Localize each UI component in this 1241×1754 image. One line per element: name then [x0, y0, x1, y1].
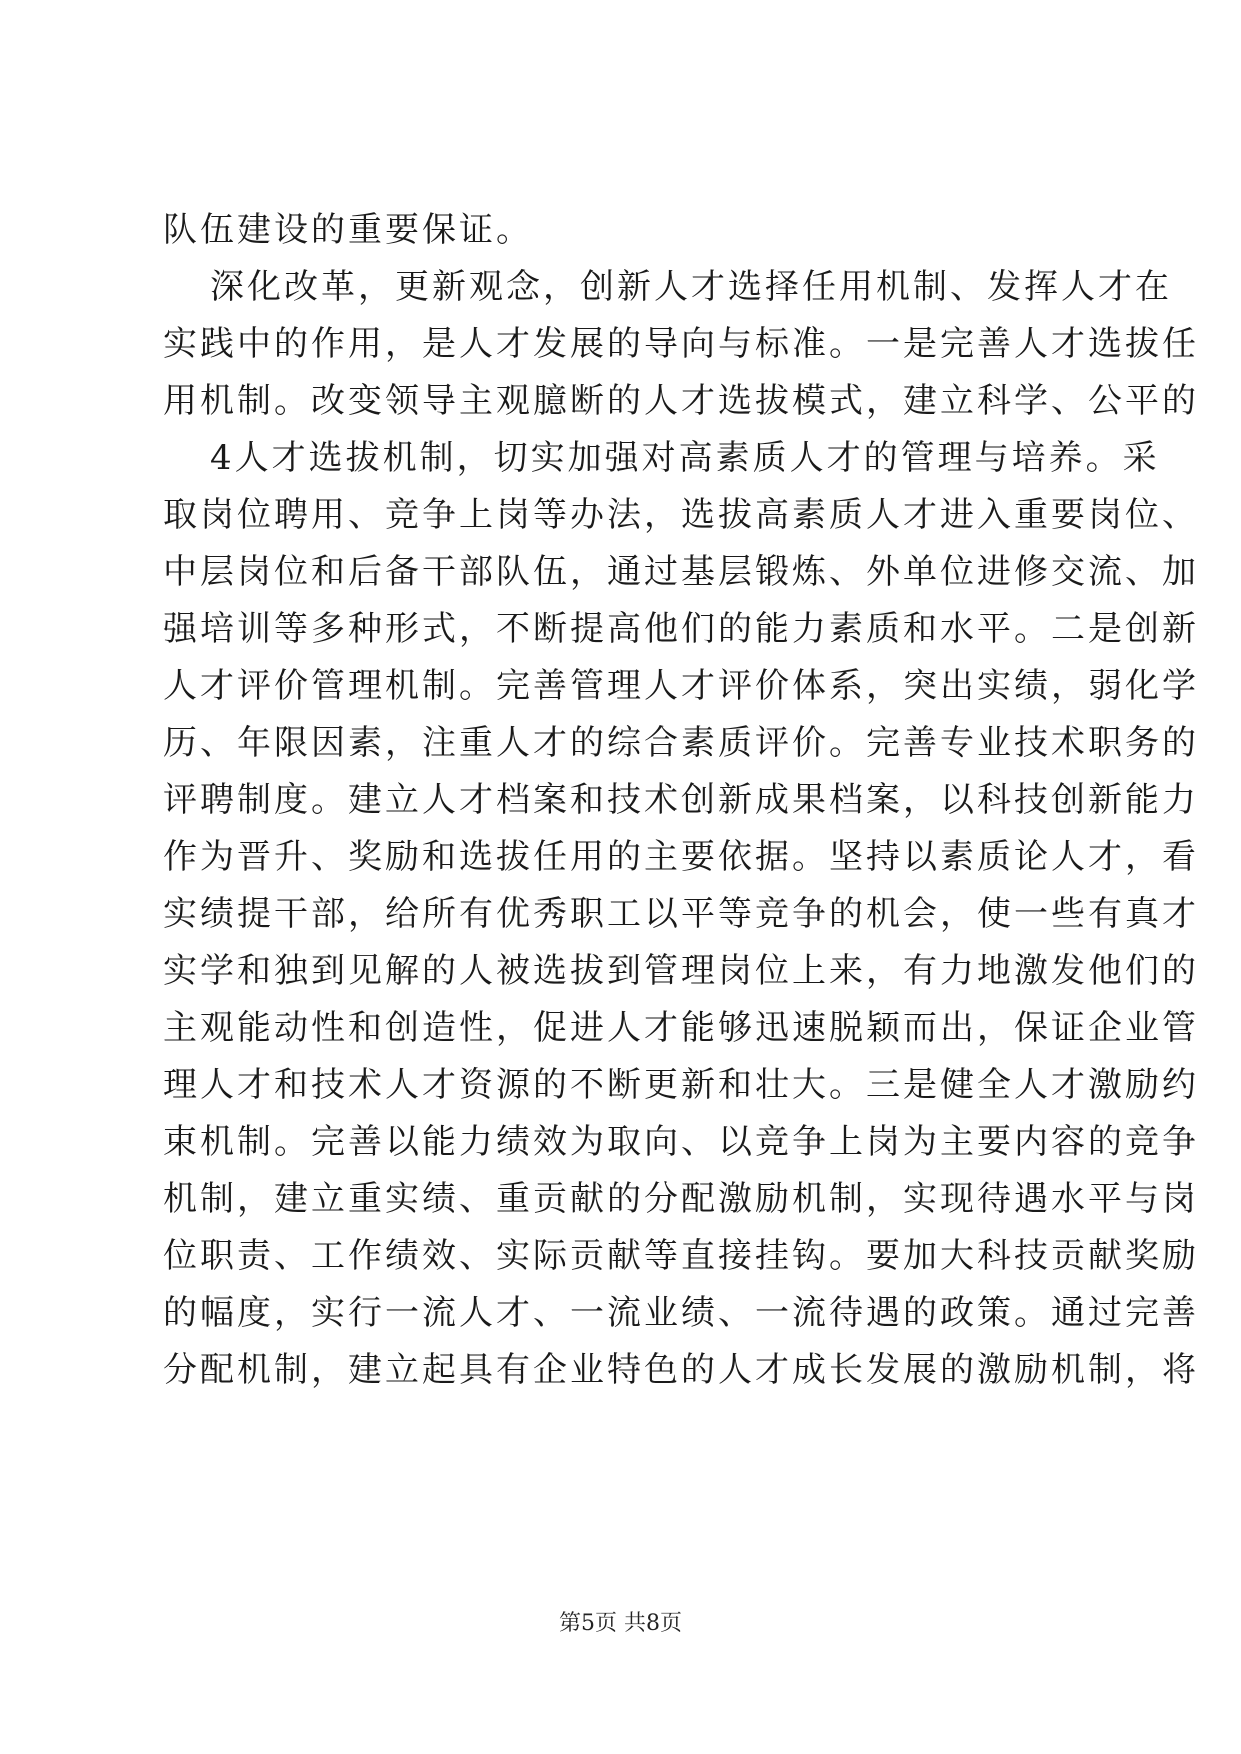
text-line: 历、年限因素，注重人才的综合素质评价。完善专业技术职务的	[163, 723, 1199, 763]
text-line: 人才评价管理机制。完善管理人才评价体系，突出实绩，弱化学	[163, 666, 1199, 706]
text-line: 强培训等多种形式，不断提高他们的能力素质和水平。二是创新	[163, 609, 1199, 649]
text-line: 深化改革，更新观念，创新人才选择任用机制、发挥人才在	[210, 267, 1172, 307]
text-line: 的幅度，实行一流人才、一流业绩、一流待遇的政策。通过完善	[163, 1293, 1199, 1333]
text-line: 主观能动性和创造性，促进人才能够迅速脱颖而出，保证企业管	[163, 1008, 1199, 1048]
text-line: 理人才和技术人才资源的不断更新和壮大。三是健全人才激励约	[163, 1065, 1199, 1105]
text-line: 分配机制，建立起具有企业特色的人才成长发展的激励机制，将	[163, 1350, 1199, 1390]
text-line: 评聘制度。建立人才档案和技术创新成果档案，以科技创新能力	[163, 780, 1199, 820]
text-line: 实学和独到见解的人被选拔到管理岗位上来，有力地激发他们的	[163, 951, 1199, 991]
text-line: 实践中的作用，是人才发展的导向与标准。一是完善人才选拔任	[163, 324, 1199, 364]
text-line: 取岗位聘用、竞争上岗等办法，选拔高素质人才进入重要岗位、	[163, 495, 1199, 535]
text-line: 4人才选拔机制，切实加强对高素质人才的管理与培养。采	[210, 438, 1160, 478]
page-number-footer: 第5页 共8页	[559, 1611, 682, 1636]
text-line: 束机制。完善以能力绩效为取向、以竞争上岗为主要内容的竞争	[163, 1122, 1199, 1162]
text-line: 用机制。改变领导主观臆断的人才选拔模式，建立科学、公平的	[163, 381, 1199, 421]
text-line: 队伍建设的重要保证。	[163, 210, 533, 250]
text-line: 实绩提干部，给所有优秀职工以平等竞争的机会，使一些有真才	[163, 894, 1199, 934]
text-line: 中层岗位和后备干部队伍，通过基层锻炼、外单位进修交流、加	[163, 552, 1199, 592]
text-line: 机制，建立重实绩、重贡献的分配激励机制，实现待遇水平与岗	[163, 1179, 1199, 1219]
text-line: 作为晋升、奖励和选拔任用的主要依据。坚持以素质论人才，看	[163, 837, 1199, 877]
text-line: 位职责、工作绩效、实际贡献等直接挂钩。要加大科技贡献奖励	[163, 1236, 1199, 1276]
